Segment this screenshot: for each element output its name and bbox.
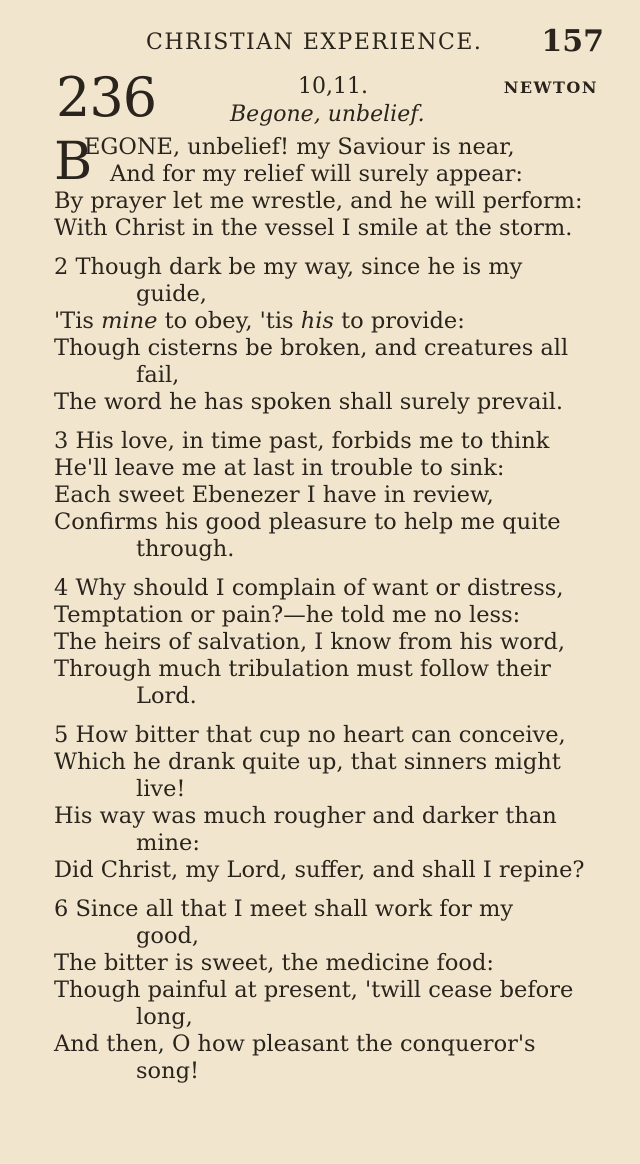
verse-line: Confirms his good pleasure to help me quite (54, 509, 561, 535)
verse-line: By prayer let me wrestle, and he will perform: (54, 188, 583, 214)
verse-line: His way was much rougher and darker than (54, 803, 557, 829)
running-head (0, 24, 640, 60)
verse-line-turnover: through. (136, 536, 235, 562)
hymn-number: 236 (56, 66, 157, 129)
verse-line-turnover: good, (136, 923, 200, 949)
verse-line: B EGONE, unbelief! my Saviour is near, (54, 132, 515, 192)
stanza-1 (54, 134, 606, 242)
verse-line: Which he drank quite up, that sinners might (54, 749, 561, 775)
verse-line-turnover: live! (136, 776, 186, 802)
verse-line: The bitter is sweet, the medicine food: (54, 950, 494, 976)
verse-line: Each sweet Ebenezer I have in review, (54, 482, 494, 508)
hymn-meter: 10,11. (298, 74, 368, 99)
stanza-5 (54, 722, 606, 884)
verse-line-turnover: long, (136, 1004, 193, 1030)
hymn-header (0, 66, 640, 129)
verse-line: And then, O how pleasant the conqueror's (54, 1031, 536, 1057)
verse-line: 4 Why should I complain of want or distress, (54, 575, 564, 601)
verse-line: The word he has spoken shall surely prevail. (54, 389, 564, 415)
verse-line-turnover: fail, (136, 362, 180, 388)
verse-line: The heirs of salvation, I know from his word, (54, 629, 566, 655)
verse-line: Through much tribulation must follow their (54, 656, 551, 682)
hymn-title: Begone, unbelief. (230, 102, 425, 127)
verse-line-turnover: mine: (136, 830, 200, 856)
section-title: CHRISTIAN EXPERIENCE. (146, 30, 483, 55)
verse-line: 'Tis mine to obey, 'tis his to provide: (54, 308, 465, 334)
verse-line: Though painful at present, 'twill cease before (54, 977, 574, 1003)
stanza-2 (54, 254, 606, 416)
drop-cap: B (54, 132, 93, 192)
verse-line: With Christ in the vessel I smile at the storm. (54, 215, 573, 241)
verse-line: Did Christ, my Lord, suffer, and shall I repine? (54, 857, 585, 883)
stanza-6 (54, 896, 606, 1085)
verse-line-turnover: Lord. (136, 683, 197, 709)
verse-line: 3 His love, in time past, forbids me to think (54, 428, 550, 454)
page-number: 157 (541, 24, 604, 59)
stanza-3 (54, 428, 606, 563)
hymn-text (54, 134, 606, 1085)
verse-line: Temptation or pain?—he told me no less: (54, 602, 521, 628)
verse-line-turnover: song! (136, 1058, 200, 1084)
verse-line: Though cisterns be broken, and creatures all (54, 335, 569, 361)
verse-line: 5 How bitter that cup no heart can conceive, (54, 722, 566, 748)
stanza-4 (54, 575, 606, 710)
verse-line: 6 Since all that I meet shall work for my (54, 896, 514, 922)
tune-name: NEWTON (503, 78, 598, 97)
verse-line: And for my relief will surely appear: (110, 161, 523, 187)
verse-line-turnover: guide, (136, 281, 207, 307)
verse-line: 2 Though dark be my way, since he is my (54, 254, 523, 280)
verse-line: He'll leave me at last in trouble to sink: (54, 455, 505, 481)
